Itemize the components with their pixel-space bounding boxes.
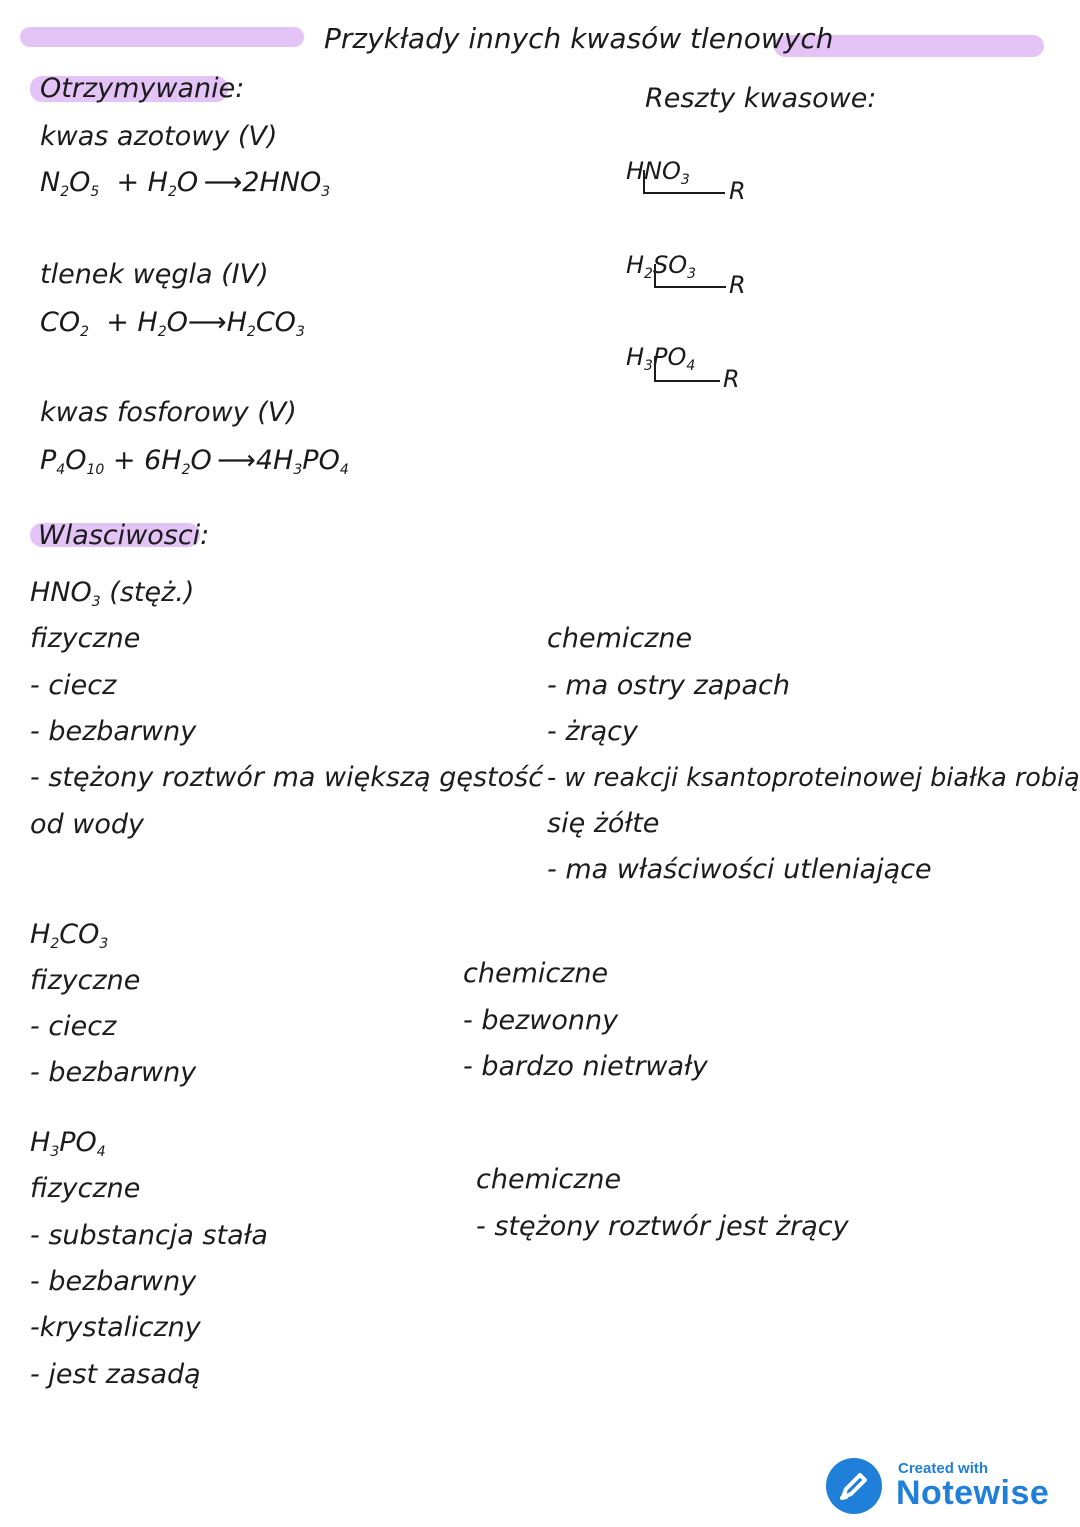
hno3-physical-item: - ciecz (30, 670, 117, 701)
reszty-heading: Reszty kwasowe: (645, 83, 877, 114)
residue-formula-hno3: $HNO_3$ (626, 157, 690, 188)
hno3-chemical-item: się żółte (547, 808, 660, 839)
h2co3-physical-item: - ciecz (30, 1011, 117, 1042)
hno3-label-suffix: (stęż.) (109, 577, 195, 608)
residue-bracket-h2so3 (654, 264, 726, 288)
otrzymywanie-heading: Otrzymywanie: (40, 73, 245, 104)
h3po4-label: $H_3PO_4$ (30, 1127, 106, 1160)
wlasciwosci-heading: Wlasciwosci: (38, 520, 210, 551)
residue-formula-h2so3: $H_2SO_3$ (626, 251, 697, 282)
hno3-physical-heading: fizyczne (30, 623, 141, 654)
h3po4-physical-item: - substancja stała (30, 1220, 268, 1251)
brand-name: Notewise (896, 1474, 1050, 1512)
notewise-logo-circle (826, 1458, 882, 1514)
h3po4-physical-item: - jest zasadą (30, 1359, 201, 1390)
h3po4-physical-item: - bezbarwny (30, 1266, 197, 1297)
residue-h2so3 (626, 250, 766, 300)
acid-name-h3po4: kwas fosforowy (V) (40, 397, 297, 428)
h2co3-physical-item: - bezbarwny (30, 1057, 197, 1088)
h2co3-chemical-heading: chemiczne (463, 958, 609, 989)
hno3-chemical-item: - ma ostry zapach (547, 670, 790, 701)
residue-r-h2so3: R (729, 271, 746, 299)
residue-formula-h3po4: $H_3PO_4$ (626, 343, 696, 374)
residue-r-h3po4: R (723, 365, 740, 393)
h3po4-chemical-item: - stężony roztwór jest żrący (476, 1211, 849, 1242)
notewise-logo (826, 1458, 1066, 1518)
created-with-text: Created with (898, 1460, 989, 1477)
title-highlight-left (20, 27, 304, 47)
h2co3-chemical-item: - bardzo nietrwały (463, 1051, 708, 1082)
residue-bracket-h3po4 (654, 356, 720, 382)
hno3-physical-item: - bezbarwny (30, 716, 197, 747)
hno3-physical-item: - stężony roztwór ma większą gęstość (30, 762, 544, 793)
acid-name-hno3: kwas azotowy (V) (40, 121, 278, 152)
h2co3-label: $H_2CO_3$ (30, 919, 109, 952)
hno3-chemical-item: - w reakcji ksantoproteinowej białka robią (547, 763, 1080, 793)
hno3-chemical-item: - ma właściwości utleniające (547, 854, 932, 885)
residue-hno3 (626, 156, 766, 206)
equation-h3po4: $P_4O_{10} + 6H_2O$ $⟶4H_3PO_4$ (40, 445, 349, 478)
h3po4-physical-item: -krystaliczny (30, 1312, 201, 1343)
h3po4-chemical-heading: chemiczne (476, 1164, 622, 1195)
acid-name-h2co3: tlenek węgla (IV) (40, 259, 269, 290)
residue-h3po4 (626, 342, 766, 392)
pencil-icon (826, 1458, 882, 1514)
residue-r-hno3: R (729, 177, 746, 205)
h2co3-physical-heading: fizyczne (30, 965, 141, 996)
h2co3-chemical-item: - bezwonny (463, 1005, 619, 1036)
hno3-physical-item: od wody (30, 809, 144, 840)
hno3-chemical-heading: chemiczne (547, 623, 693, 654)
hno3-label: $HNO_3$ (stęż.) (30, 577, 195, 610)
hno3-chemical-item: - żrący (547, 716, 638, 747)
equation-hno3: $N_2O_5 + H_2O$ $⟶2HNO_3$ (40, 167, 331, 200)
page-title: Przykłady innych kwasów tlenowych (324, 22, 834, 55)
equation-h2co3: $CO_2$ + $H_2O⟶H_2CO_3$ (40, 307, 305, 340)
residue-bracket-hno3 (643, 170, 725, 194)
h3po4-physical-heading: fizyczne (30, 1173, 141, 1204)
